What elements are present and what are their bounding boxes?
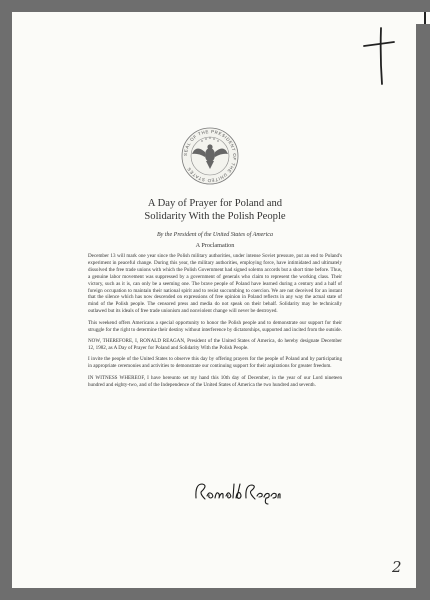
proclamation-label: A Proclamation xyxy=(195,242,235,249)
handwritten-cross-icon xyxy=(362,26,396,86)
corner-line xyxy=(424,12,426,24)
document-title xyxy=(90,197,340,223)
title-line-2: Solidarity With the Polish People xyxy=(144,211,286,222)
paragraph-1: December 13 will mark one year since the Polish military authorities, under intense Soviet pressure, put an end to Poland's experiment in peaceful change. During this year, the military authorities, employing force, have intimidated and ultimately dissolved the free trade unions with which the Polish Government had signed solemn accords but a short time before. Thus, a genuine labor movement was suppressed by a government of generals who claim to represent the working class. Their victory, such as it is, can only be a seeming one. The brave people of Poland have learned during a century and a half of foreign occupation to maintain their national spirit and to resist succumbing to coercion. We are not deceived for an instant that the silence which has now descended on expressions of free opinion in Poland reflects in any way the actual state of mind of the Polish people. The censored press and media do not speak on their behalf. Solidarity may be technically outlawed but its ideals of free trade unionism and nonviolent change will never be destroyed. xyxy=(88,253,342,315)
byline: By the President of the United States of America xyxy=(157,232,273,238)
paragraph-5: IN WITNESS WHEREOF, I have hereunto set my hand this 10th day of December, in the year of our Lord nineteen hundred and eighty-two, and of the Independence of the United States of America the two hundred and seventh. xyxy=(88,374,342,388)
proclamation-body xyxy=(88,253,342,393)
paragraph-3: NOW, THEREFORE, I, RONALD REAGAN, President of the United States of America, do hereby designate December 12, 1982, as A Day of Prayer for Poland and Solidarity With the Polish People. xyxy=(88,337,342,351)
seal-ring-textpath: SEAL OF THE PRESIDENT OF THE UNITED STATES xyxy=(182,128,238,184)
title-line-1: A Day of Prayer for Poland and xyxy=(147,198,283,209)
paragraph-2: This weekend offers Americans a special opportunity to honor the Polish people and to demonstrate our support for their struggle for the right to determine their destiny without interference by dictatorships, supported and incited from the outside. xyxy=(88,319,342,333)
signature xyxy=(192,478,282,506)
corner-mark xyxy=(407,12,430,24)
page-number: 2 xyxy=(392,558,402,576)
presidential-seal-icon xyxy=(181,127,239,185)
paragraph-4: I invite the people of the United States to observe this day by offering prayers for the people of Poland and by participating in appropriate ceremonies and activities to demonstrate our continuing support for their aspirations for greater freedom. xyxy=(88,356,342,370)
